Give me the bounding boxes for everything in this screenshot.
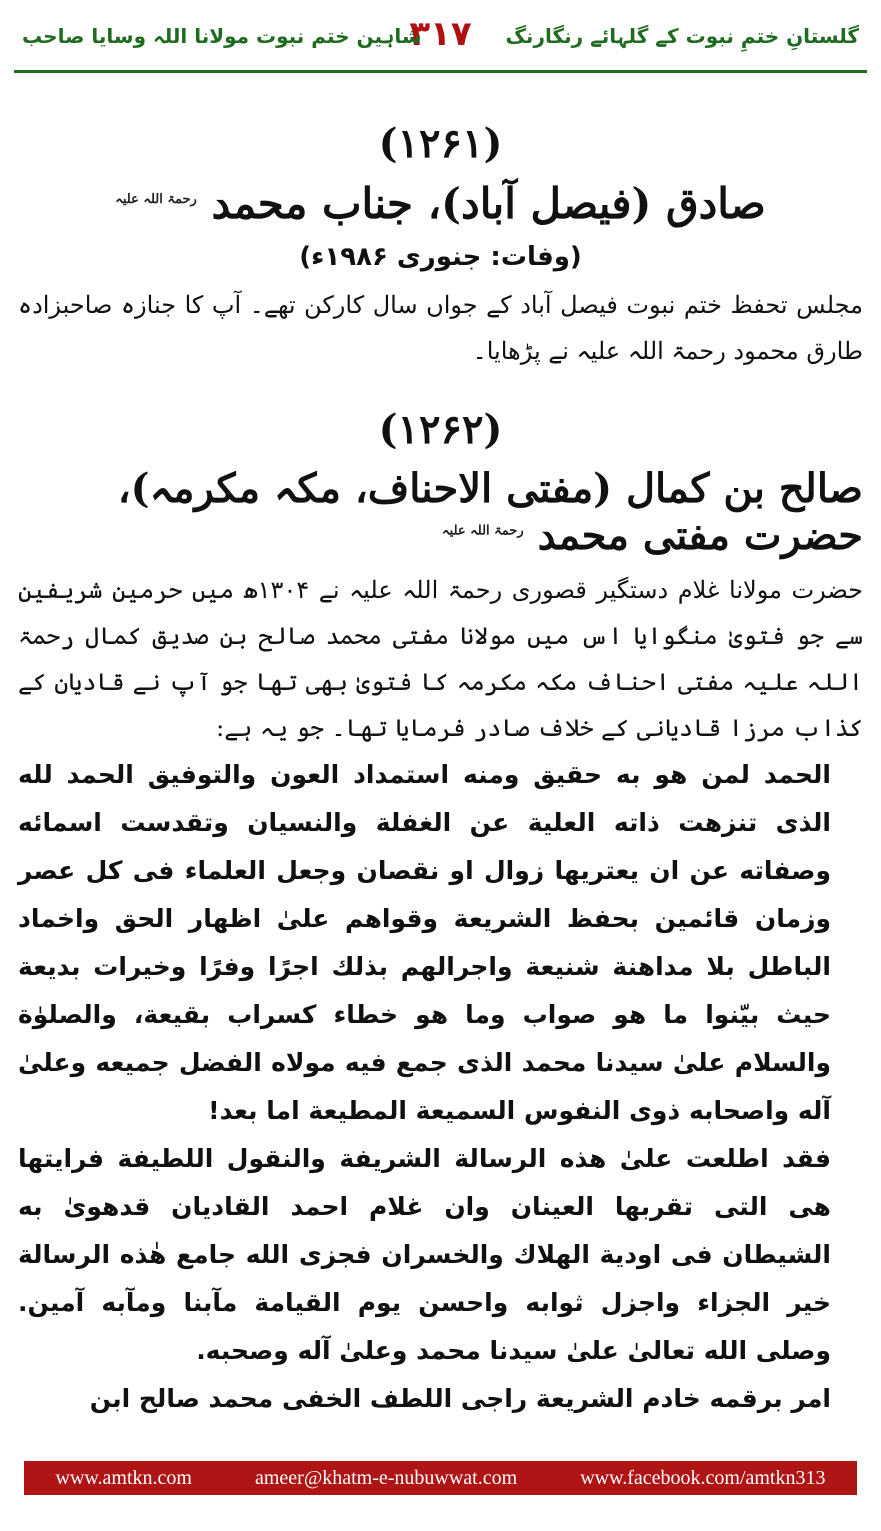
entry-title-text: صادق (فیصل آباد)، جناب محمد (211, 179, 766, 228)
entry-body: مجلس تحفظ ختم نبوت فیصل آباد کے جواں سال کارکن تھے۔ آپ کا جنازہ صاحبزادہ طارق محمود رحمۃ اللہ علیہ نے پڑھایا۔ (18, 291, 863, 365)
entry-number: (۱۲۶۲) (378, 406, 503, 453)
fatwa-paragraph: الحمد لمن هو به حقيق ومنه استمداد العون والتوفيق الحمد لله الذى تنزهت ذاته العلية عن الغفلة والنسيان وتقدست اسمائه وصفاته عن ان يعتريها زوال او نقصان وجعل العلماء فى كل عصر وزمان قائمين بحفظ الشريعة وقواهم علىٰ اظهار الحق واخماد الباطل بلا مداهنة شنيعة واجرالهم بذلك اجرًا وفرًا وخيرات بديعة حيث بيّنوا ما هو صواب وما هو خطاء كسراب بقيعة، والصلوٰة والسلام علىٰ سيدنا محمد الذى جمع فيه مولاه الفضل جميعه وعلىٰ آله واصحابه ذوى النفوس السميعة المطيعة اما بعد! (18, 760, 831, 1125)
fatwa-paragraph: فقد اطلعت علىٰ هذه الرسالة الشريفة والنقول اللطيفة فرايتها هى التى تقربها العينان وان غلام احمد القاديان قدهوىٰ به الشيطان فى اودية الهلاك والخسران فجزى الله جامع هٰذه الرسالة خير الجزاء واجزل ثوابه واحسن يوم القيامة مآبنا ومآبه آمين. وصلى الله تعالىٰ علىٰ سيدنا محمد وعلىٰ آله وصحبه. (18, 1144, 831, 1365)
facebook-link[interactable]: www.facebook.com/amtkn313 (580, 1466, 826, 1489)
death-date: (وفات: جنوری ۱۹۸۶ء) (299, 242, 582, 272)
email-link[interactable]: ameer@khatm-e-nubuwwat.com (254, 1466, 518, 1489)
entry-intro: حضرت مولانا غلام دستگیر قصوری رحمۃ اللہ علیہ نے ۱۳۰۴ھ میں حرمین شریفین سے جو فتویٰ منگوایا اس میں مولانا مفتی محمد صالح بن صدیق کمال رحمۃ اللہ علیہ مفتی احناف مکہ مکرمہ کا فتویٰ بھی تھا جو آپ نے قادیان کے کذاب مرزا قادیانی کے خلاف صادر فرمایا تھا۔ جو یہ ہے: (18, 576, 863, 742)
entry-number: (۱۲۶۱) (378, 120, 503, 167)
website-link[interactable]: www.amtkn.com (55, 1466, 192, 1489)
entry-title-text: صالح بن کمال (مفتی الاحناف، مکہ مکرمہ)، حضرت مفتی محمد (117, 465, 863, 559)
header-divider (14, 70, 867, 73)
book-title: گلستانِ ختمِ نبوت کے گلہائے رنگارنگ (505, 24, 859, 48)
entry-heading (18, 465, 863, 559)
page-header (18, 14, 863, 66)
honorific: رحمۃ اللہ علیہ (115, 192, 197, 207)
honorific: رحمۃ اللہ علیہ (442, 523, 524, 539)
page-footer (24, 1461, 857, 1495)
entry-heading (18, 179, 863, 228)
page-content (18, 80, 863, 1423)
page-number: ۳۱۷ (409, 14, 472, 54)
author-title: شاہین ختم نبوت مولانا اللہ وسایا صاحب (22, 24, 422, 48)
fatwa-paragraph: امر برقمه خادم الشريعة راجى اللطف الخفى محمد صالح ابن (89, 1384, 831, 1413)
